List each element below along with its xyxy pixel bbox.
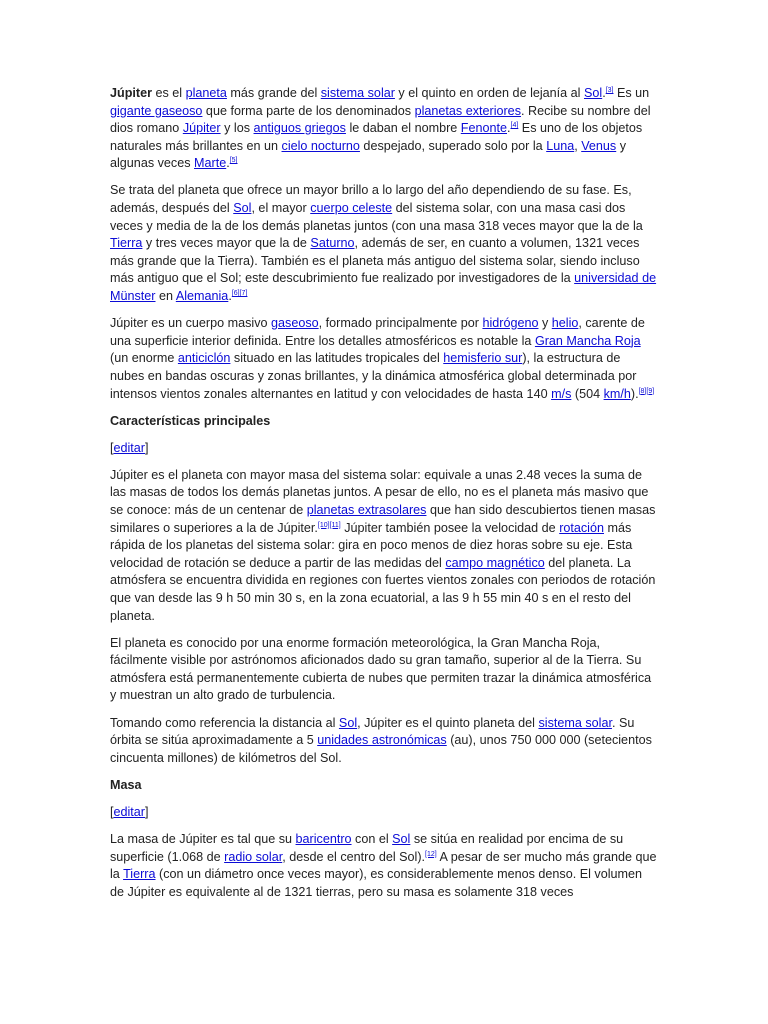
link-sol[interactable]: Sol	[233, 201, 252, 216]
section-heading-masa: Masa	[110, 777, 142, 792]
orbit-paragraph: Tomando como referencia la distancia al Sol, Júpiter es el quinto planeta del sistema solar. Su órbita se sitúa aproximadamente a 5 unidades astronómicas (au), unos 750 000 000 (setecientos cincuenta millones) de kilómetros del Sol.	[110, 715, 652, 765]
great-red-spot-paragraph: El planeta es conocido por una enorme formación meteorológica, la Gran Mancha Roja, fácilmente visible por astrónomos aficionados dado su gran tamaño, superior al de la Tierra. Su atmósfera está permanentemente cubierta de nubes que permiten trazar la dinámica atmosférica y muestran un alto grado de turbulencia.	[110, 635, 652, 703]
link-cuerpo-celeste[interactable]: cuerpo celeste	[310, 201, 393, 216]
link-m-s[interactable]: m/s	[551, 386, 572, 401]
composition-paragraph: Júpiter es un cuerpo masivo gaseoso, formado principalmente por hidrógeno y helio, carente de una superficie interior definida. Entre los detalles atmosféricos es notable la Gran Mancha Roja (un enorme anticiclón situado en las latitudes tropicales del hemisferio sur), la estructura de nubes en bandas oscuras y zonas brillantes, y la dinámica atmosférica global determinada por intensos vientos zonales alternantes en latitud y con velocidades de hasta 140 m/s (504 km/h).[8][9]	[110, 316, 655, 401]
link-saturno[interactable]: Saturno	[310, 236, 355, 251]
link-jupiter-dios[interactable]: Júpiter	[182, 121, 221, 136]
edit-link[interactable]: editar	[113, 804, 146, 819]
link-planetas-exteriores[interactable]: planetas exteriores	[414, 103, 521, 118]
link-universidad-munster[interactable]: universidad de Münster	[110, 271, 657, 304]
link-baricentro[interactable]: baricentro	[295, 831, 352, 846]
reference-3[interactable]: [3]	[605, 87, 614, 94]
edit-section-masa: [editar]	[110, 804, 149, 819]
brightness-paragraph: Se trata del planeta que ofrece un mayor brillo a lo largo del año dependiendo de su fase. Es, además, después del Sol, el mayor cuerpo celeste del sistema solar, con una masa casi dos veces y media de la de los demás planetas juntos (con una masa 318 veces mayor que la de la Tierra y tres veces mayor que la de Saturno, además de ser, en cuanto a volumen, 1321 veces más grande que la Tierra). También es el planeta más antiguo del sistema solar, siendo incluso más antiguo que el Sol; este descubrimiento fue realizado por investigadores de la universidad de Münster en Alemania.[6][7]	[110, 183, 657, 304]
link-luna[interactable]: Luna	[546, 138, 575, 153]
link-sol[interactable]: Sol	[583, 86, 603, 100]
mass-paragraph: La masa de Júpiter es tal que su baricentro con el Sol se sitúa en realidad por encima de su superficie (1.068 de radio solar, desde el centro del Sol).[12] A pesar de ser mucho más grande que la Tierra (con un diámetro once veces mayor), es considerablemente menos denso. El volumen de Júpiter es equivalente al de 1321 tierras, pero su masa es solamente 318 veces	[110, 831, 657, 899]
intro-paragraph: Júpiter es el planeta más grande del sistema solar y el quinto en orden de lejanía al Sol.[3] Es un gigante gaseoso que forma parte de los denominados planetas exteriores. Recibe su nombre del dios romano Júpiter y los antiguos griegos le daban el nombre Fenonte.[4] Es uno de los objetos naturales más brillantes en un cielo nocturno despejado, superado solo por la Luna, Venus y algunas veces Marte.[5]	[110, 86, 651, 171]
link-marte[interactable]: Marte	[194, 156, 227, 171]
link-sol[interactable]: Sol	[338, 715, 358, 730]
reference-10-11[interactable]: [10][11]	[317, 521, 341, 529]
article-body	[110, 85, 658, 911]
mass-rotation-paragraph: Júpiter es el planeta con mayor masa del sistema solar: equivale a unas 2.48 veces la suma de las masas de todos los demás planetas juntos. A pesar de ello, no es el planeta más masivo que se conoce: más de un centenar de planetas extrasolares que han sido descubiertos tienen masas similares o superiores a la de Júpiter.[10][11] Júpiter también posee la velocidad de rotación más rápida de los planetas del sistema solar: gira en poco menos de diez horas sobre su eje. Esta velocidad de rotación se deduce a partir de las medidas del campo magnético del planeta. La atmósfera se encuentra dividida en regiones con fuertes vientos zonales con periodos de rotación que van desde las 9 h 50 min 30 s, en la zona ecuatorial, a las 9 h 55 min 40 s en el resto del planeta.	[110, 467, 656, 623]
edit-link[interactable]: editar	[113, 440, 146, 455]
reference-5[interactable]: [5]	[229, 157, 238, 165]
link-sol[interactable]: Sol	[392, 831, 411, 846]
link-cielo-nocturno[interactable]: cielo nocturno	[281, 138, 360, 153]
link-tierra[interactable]: Tierra	[123, 867, 156, 882]
link-tierra[interactable]: Tierra	[110, 236, 143, 251]
edit-section-caracteristicas: [editar]	[110, 440, 149, 455]
link-helio[interactable]: helio	[551, 316, 579, 331]
link-campo-magnetico[interactable]: campo magnético	[445, 555, 545, 570]
link-gaseoso[interactable]: gaseoso	[271, 316, 319, 331]
link-anticiclon[interactable]: anticiclón	[177, 351, 231, 366]
link-gigante-gaseoso[interactable]: gigante gaseoso	[110, 103, 203, 118]
section-heading-caracteristicas: Características principales	[110, 413, 271, 428]
reference-4[interactable]: [4]	[510, 122, 519, 130]
link-km-h[interactable]: km/h	[603, 386, 631, 401]
link-rotacion[interactable]: rotación	[559, 520, 604, 535]
link-gran-mancha-roja[interactable]: Gran Mancha Roja	[534, 333, 641, 348]
reference-12[interactable]: [12]	[425, 850, 437, 858]
link-hidrogeno[interactable]: hidrógeno	[482, 316, 539, 331]
article-subject: Júpiter	[110, 86, 152, 100]
link-sistema-solar[interactable]: sistema solar	[538, 715, 612, 730]
link-radio-solar[interactable]: radio solar	[224, 849, 283, 864]
link-alemania[interactable]: Alemania	[175, 289, 229, 304]
reference-8-9[interactable]: [8][9]	[638, 387, 655, 395]
link-planeta[interactable]: planeta	[185, 86, 227, 100]
link-venus[interactable]: Venus	[581, 138, 617, 153]
link-sistema-solar[interactable]: sistema solar	[320, 86, 395, 100]
link-antiguos-griegos[interactable]: antiguos griegos	[253, 121, 346, 136]
link-hemisferio-sur[interactable]: hemisferio sur	[443, 351, 523, 366]
link-planetas-extrasolares[interactable]: planetas extrasolares	[306, 502, 427, 517]
link-fenonte[interactable]: Fenonte	[460, 121, 507, 136]
reference-6-7[interactable]: [6][7]	[231, 290, 248, 298]
link-unidades-astronomicas[interactable]: unidades astronómicas	[317, 733, 447, 748]
